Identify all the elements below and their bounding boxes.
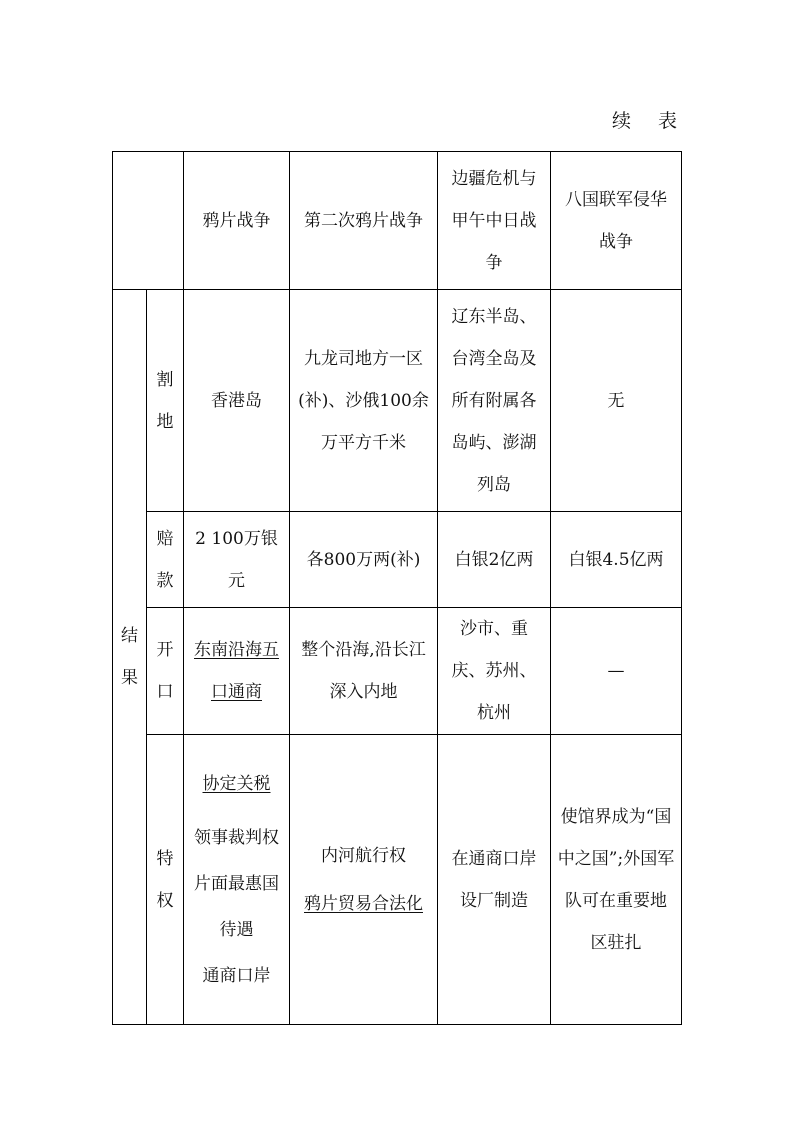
row-label-land-cession: 割地 bbox=[147, 290, 184, 512]
cell-privileges-sino-japanese-war: 在通商口岸设厂制造 bbox=[438, 735, 551, 1025]
privilege-item-treaty-ports: 通商口岸 bbox=[202, 965, 271, 986]
table-continued-caption bbox=[612, 106, 678, 133]
privilege-item-most-favored-nation: 片面最惠国待遇 bbox=[194, 873, 279, 940]
header-frontier-crisis-sino-japanese-war: 边疆危机与甲午中日战争 bbox=[438, 152, 551, 290]
header-opium-war: 鸦片战争 bbox=[184, 152, 290, 290]
cell-indemnity-sino-japanese-war: 白银2亿两 bbox=[438, 512, 551, 608]
cell-ports-eight-nation: — bbox=[551, 608, 682, 735]
table-row-indemnity bbox=[113, 512, 682, 608]
privilege-item-opium-trade: 鸦片贸易合法化 bbox=[304, 893, 423, 914]
group-label-results: 结果 bbox=[113, 290, 147, 1025]
cell-indemnity-eight-nation: 白银4.5亿两 bbox=[551, 512, 682, 608]
table-row-privileges bbox=[113, 735, 682, 1025]
privilege-item-consular-jurisdiction: 领事裁判权 bbox=[194, 827, 279, 848]
treaty-results-table bbox=[112, 151, 682, 1025]
row-label-open-ports: 开口 bbox=[147, 608, 184, 735]
cell-ports-sino-japanese-war: 沙市、重庆、苏州、杭州 bbox=[438, 608, 551, 735]
table-row-open-ports bbox=[113, 608, 682, 735]
header-eight-nation-alliance: 八国联军侵华战争 bbox=[551, 152, 682, 290]
cell-privileges-opium-war bbox=[184, 735, 290, 1025]
cell-ports-opium-war bbox=[184, 608, 290, 735]
row-label-indemnity: 赔款 bbox=[147, 512, 184, 608]
row-label-privileges: 特权 bbox=[147, 735, 184, 1025]
cell-indemnity-opium-war: 2 100万银元 bbox=[184, 512, 290, 608]
cell-land-opium-war: 香港岛 bbox=[184, 290, 290, 512]
cell-ports-second-opium-war: 整个沿海,沿长江深入内地 bbox=[290, 608, 438, 735]
cell-land-eight-nation: 无 bbox=[551, 290, 682, 512]
privilege-item-inland-navigation: 内河航行权 bbox=[321, 845, 406, 866]
cell-land-sino-japanese-war: 辽东半岛、台湾全岛及所有附属各岛屿、澎湖列岛 bbox=[438, 290, 551, 512]
table-header-row bbox=[113, 152, 682, 290]
cell-land-second-opium-war: 九龙司地方一区(补)、沙俄100余万平方千米 bbox=[290, 290, 438, 512]
table-row-land-cession bbox=[113, 290, 682, 512]
cell-privileges-eight-nation: 使馆界成为“国中之国”;外国军队可在重要地区驻扎 bbox=[551, 735, 682, 1025]
cell-privileges-second-opium-war bbox=[290, 735, 438, 1025]
ports-opium-war-text: 东南沿海五口通商 bbox=[194, 640, 279, 702]
caption-part-2: 表 bbox=[658, 110, 679, 132]
header-corner-cell bbox=[113, 152, 184, 290]
header-second-opium-war: 第二次鸦片战争 bbox=[290, 152, 438, 290]
privilege-item-tariff: 协定关税 bbox=[202, 773, 271, 794]
caption-part-1: 续 bbox=[612, 110, 633, 132]
cell-indemnity-second-opium-war: 各800万两(补) bbox=[290, 512, 438, 608]
